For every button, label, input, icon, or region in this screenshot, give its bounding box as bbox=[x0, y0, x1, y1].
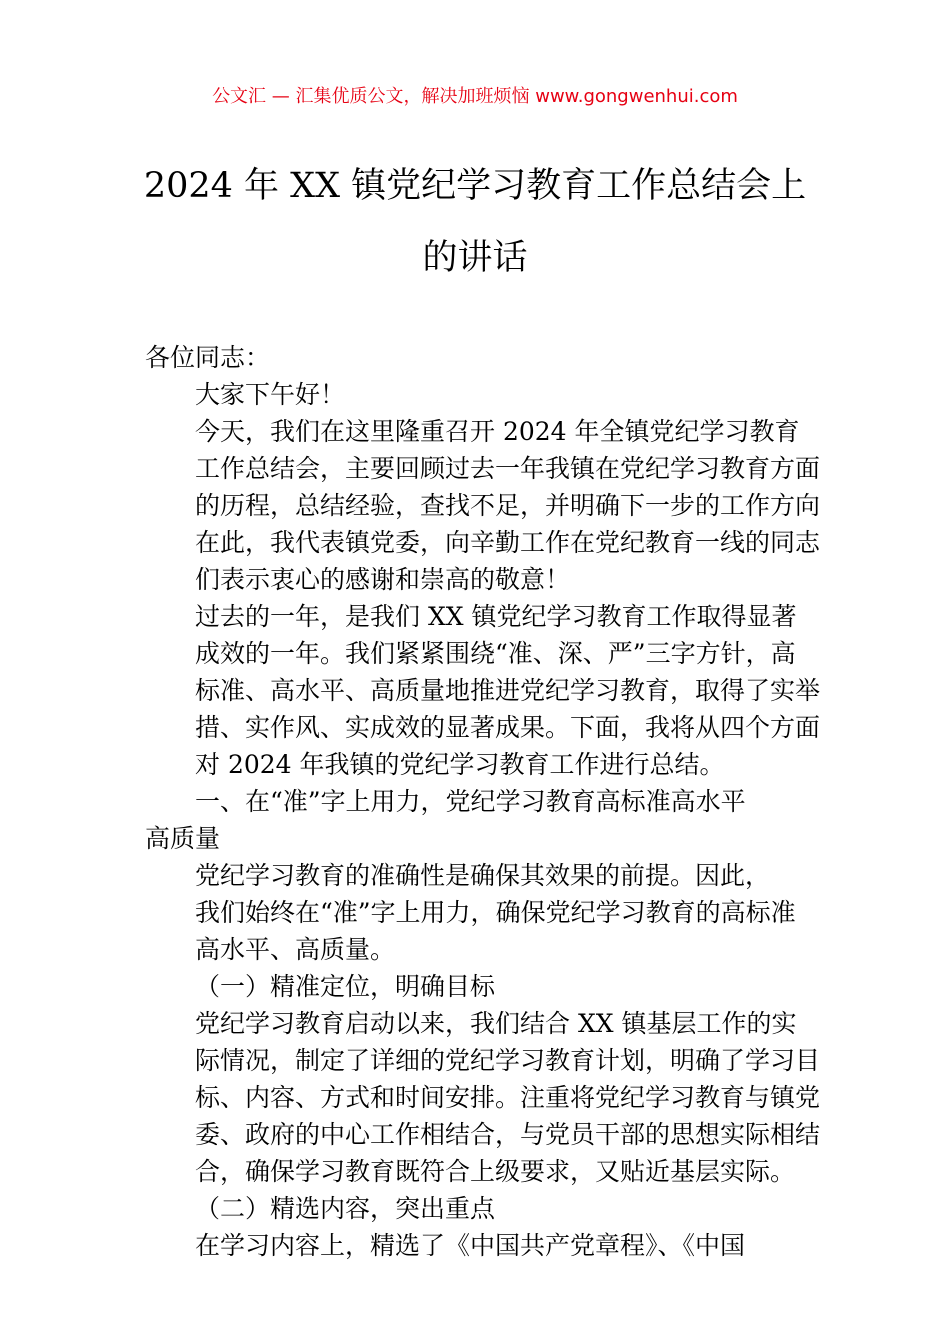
text-line: 们表示衷心的感谢和崇高的敬意！ bbox=[195, 565, 571, 594]
text-line: 在此，我代表镇党委，向辛勤工作在党纪教育一线的同志 bbox=[195, 528, 821, 557]
text-line: （一）精准定位，明确目标 bbox=[195, 972, 496, 1001]
title-line: 2024 年 XX 镇党纪学习教育工作总结会上 bbox=[143, 166, 807, 206]
text-line: 际情况，制定了详细的党纪学习教育计划，明确了学习目 bbox=[195, 1046, 821, 1075]
text-line: 的历程，总结经验，查找不足，并明确下一步的工作方向 bbox=[195, 491, 821, 520]
text-line: 合，确保学习教育既符合上级要求，又贴近基层实际。 bbox=[195, 1157, 796, 1186]
text-line: 我们始终在“准”字上用力，确保党纪学习教育的高标准 bbox=[195, 898, 796, 927]
text-line: 今天，我们在这里隆重召开 2024 年全镇党纪学习教育 bbox=[195, 417, 800, 446]
text-line: 工作总结会，主要回顾过去一年我镇在党纪学习教育方面 bbox=[195, 454, 821, 483]
text-line: 标准、高水平、高质量地推进党纪学习教育，取得了实举 bbox=[195, 676, 821, 705]
text-line: 高水平、高质量。 bbox=[195, 935, 396, 964]
text-line: 成效的一年。我们紧紧围绕“准、深、严”三字方针，高 bbox=[195, 639, 796, 668]
page-title bbox=[120, 150, 830, 294]
header-banner-link[interactable]: 公文汇 — 汇集优质公文，解决加班烦恼 www.gongwenhui.com bbox=[212, 86, 738, 107]
body-paragraph bbox=[145, 598, 821, 783]
body-paragraph bbox=[145, 1227, 810, 1264]
subsection-heading bbox=[145, 1190, 810, 1227]
text-line: 标、内容、方式和时间安排。注重将党纪学习教育与镇党 bbox=[195, 1083, 821, 1112]
text-line: 一、在“准”字上用力，党纪学习教育高标准高水平 bbox=[195, 787, 746, 816]
text-line: 大家下午好！ bbox=[195, 380, 346, 409]
salutation bbox=[145, 339, 810, 376]
text-line: 措、实作风、实成效的显著成果。下面，我将从四个方面 bbox=[195, 713, 821, 742]
text-line: （二）精选内容，突出重点 bbox=[195, 1194, 496, 1223]
body-paragraph bbox=[145, 857, 810, 968]
body-paragraph bbox=[145, 1005, 821, 1190]
text-line: 党纪学习教育的准确性是确保其效果的前提。因此， bbox=[195, 861, 771, 890]
text-line: 高质量 bbox=[145, 824, 221, 853]
body-paragraph bbox=[145, 413, 821, 598]
subsection-heading bbox=[145, 968, 810, 1005]
text-line: 对 2024 年我镇的党纪学习教育工作进行总结。 bbox=[195, 750, 725, 779]
text-line: 委、政府的中心工作相结合，与党员干部的思想实际相结 bbox=[195, 1120, 821, 1149]
text-line: 过去的一年，是我们 XX 镇党纪学习教育工作取得显著 bbox=[195, 602, 797, 631]
document-body bbox=[145, 339, 821, 1264]
text-line: 党纪学习教育启动以来，我们结合 XX 镇基层工作的实 bbox=[195, 1009, 797, 1038]
text-line: 各位同志： bbox=[145, 343, 271, 372]
header-banner bbox=[0, 84, 950, 110]
text-line: 在学习内容上，精选了《中国共产党章程》、《中国 bbox=[195, 1231, 746, 1260]
greeting-paragraph bbox=[145, 376, 810, 413]
section-heading bbox=[145, 783, 810, 857]
title-line: 的讲话 bbox=[422, 238, 528, 278]
